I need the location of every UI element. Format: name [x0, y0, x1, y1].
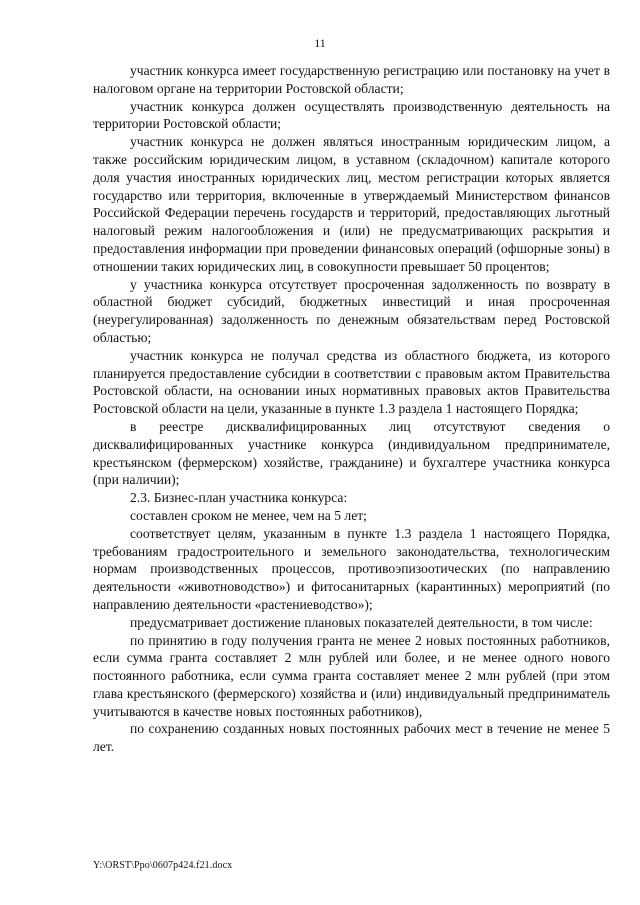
paragraph-disqualified-registry: в реестре дисквалифицированных лиц отсутствуют сведения о дисквалифицированных участнике конкурса (индивидуальном предпринимателе, крестьянском (фермерском) хозяйстве, гражданине) и бухгалтере участника конкурса (при наличии);: [93, 418, 610, 488]
paragraph-plan-term: составлен сроком не менее, чем на 5 лет;: [130, 507, 367, 523]
paragraph-production-activity: участник конкурса должен осуществлять производственную деятельность на территории Ростовской области;: [93, 98, 610, 132]
paragraph-regional-budget: участник конкурса не получал средства из областного бюджета, из которого планируется предоставление субсидии в соответствии с правовым актом Правительства Ростовской области, на основании иных нормативных правовых актов Правительства Ростовской области на цели, указанные в пункте 1.3 раздела 1 настоящего Порядка;: [93, 347, 610, 417]
paragraph-state-registration: участник конкурса имеет государственную регистрацию или постановку на учет в налоговом органе на территории Ростовской области;: [93, 63, 610, 96]
paragraph-plan-compliance: соответствует целям, указанным в пункте 1.3 раздела 1 настоящего Порядка, требованиям градостроительного и земельного законодательства, технологическим нормам производственных процессов, противоэпизоотических (по направлению деятельности «животноводство») и фитосанитарных (карантинных) мероприятий (по направлению деятельности «растениеводство»);: [93, 525, 610, 612]
paragraph-overdue-debt: у участника конкурса отсутствует просроченная задолженность по возврату в областной бюджет субсидий, бюджетных инвестиций и иная просроченная (неурегулированная) задолженность по денежным обязательствам перед Ростовской областью;: [93, 276, 610, 345]
paragraph-plan-indicators: предусматривает достижение плановых показателей деятельности, в том числе:: [130, 614, 593, 630]
document-body: [93, 62, 610, 756]
paragraph-business-plan-heading: 2.3. Бизнес-план участника конкурса:: [130, 490, 348, 506]
page-number: 11: [314, 36, 326, 50]
footer-file-path: Y:\ORST\Ppo\0607p424.f21.docx: [93, 860, 233, 871]
paragraph-job-retention: по сохранению созданных новых постоянных рабочих мест в течение не менее 5 лет.: [93, 721, 610, 755]
paragraph-new-employees: по принятию в году получения гранта не менее 2 новых постоянных работников, если сумма гранта составляет 2 млн рублей или более, и не менее одного нового постоянного работника, если сумма гранта составляет менее 2 млн рублей (при этом глава крестьянского (фермерского) хозяйства и (или) индивидуальный предприниматель учитываются в качестве новых постоянных работников),: [93, 632, 610, 719]
paragraph-foreign-entity: участник конкурса не должен являться иностранным юридическим лицом, а также российским юридическим лицом, в уставном (складочном) капитале которого доля участия иностранных юридических лиц, местом регистрации которых является государство или территория, включенные в утверждаемый Министерством финансов Российской Федерации перечень государств и территорий, предоставляющих льготный налоговый режим налогообложения и (или) не предусматривающих раскрытия и предоставления информации при проведении финансовых операций (офшорные зоны) в отношении таких юридических лиц, в совокупности превышает 50 процентов;: [93, 134, 610, 274]
